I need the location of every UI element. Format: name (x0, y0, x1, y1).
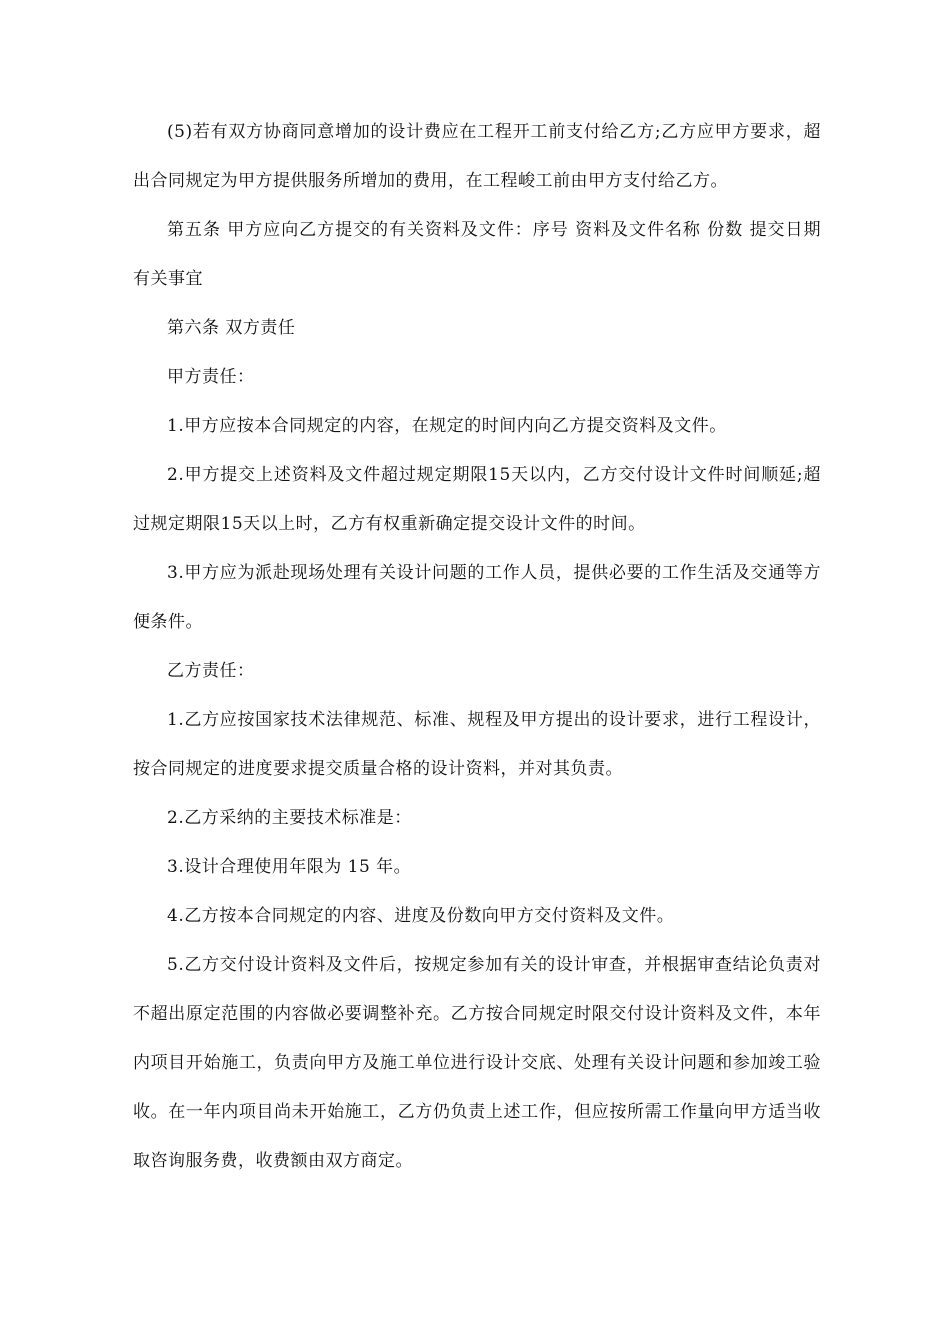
paragraph-party-a-item-2: 2.甲方提交上述资料及文件超过规定期限15天以内，乙方交付设计文件时间顺延;超过规定期限15天以上时，乙方有权重新确定提交设计文件的时间。 (133, 465, 821, 534)
paragraph-article-6-heading: 第六条 双方责任 (167, 318, 296, 338)
paragraph-party-a-item-1: 1.甲方应按本合同规定的内容，在规定的时间内向乙方提交资料及文件。 (167, 416, 727, 436)
paragraph-article-5: 第五条 甲方应向乙方提交的有关资料及文件：序号 资料及文件名称 份数 提交日期 有关事宜 (133, 220, 821, 289)
paragraph-party-b-item-1: 1.乙方应按国家技术法律规范、标准、规程及甲方提出的设计要求，进行工程设计，按合同规定的进度要求提交质量合格的设计资料，并对其负责。 (133, 710, 821, 779)
paragraph-design-fee: (5)若有双方协商同意增加的设计费应在工程开工前支付给乙方;乙方应甲方要求，超出合同规定为甲方提供服务所增加的费用，在工程峻工前由甲方支付给乙方。 (133, 122, 821, 191)
paragraph-party-b-heading: 乙方责任： (167, 661, 255, 681)
paragraph-party-a-heading: 甲方责任： (167, 367, 255, 387)
paragraph-party-b-item-4: 4.乙方按本合同规定的内容、进度及份数向甲方交付资料及文件。 (167, 906, 675, 926)
paragraph-party-a-item-3: 3.甲方应为派赴现场处理有关设计问题的工作人员，提供必要的工作生活及交通等方便条件。 (133, 563, 821, 632)
paragraph-party-b-item-2: 2.乙方采纳的主要技术标准是： (167, 808, 412, 828)
paragraph-party-b-item-5: 5.乙方交付设计资料及文件后，按规定参加有关的设计审查，并根据审查结论负责对不超出原定范围的内容做必要调整补充。乙方按合同规定时限交付设计资料及文件，本年内项目开始施工，负责向甲方及施工单位进行设计交底、处理有关设计问题和参加竣工验收。在一年内项目尚未开始施工，乙方仍负责上述工作，但应按所需工作量向甲方适当收取咨询服务费，收费额由双方商定。 (133, 955, 821, 1171)
document-page (133, 108, 821, 1186)
paragraph-party-b-item-3: 3.设计合理使用年限为 15 年。 (167, 857, 412, 877)
